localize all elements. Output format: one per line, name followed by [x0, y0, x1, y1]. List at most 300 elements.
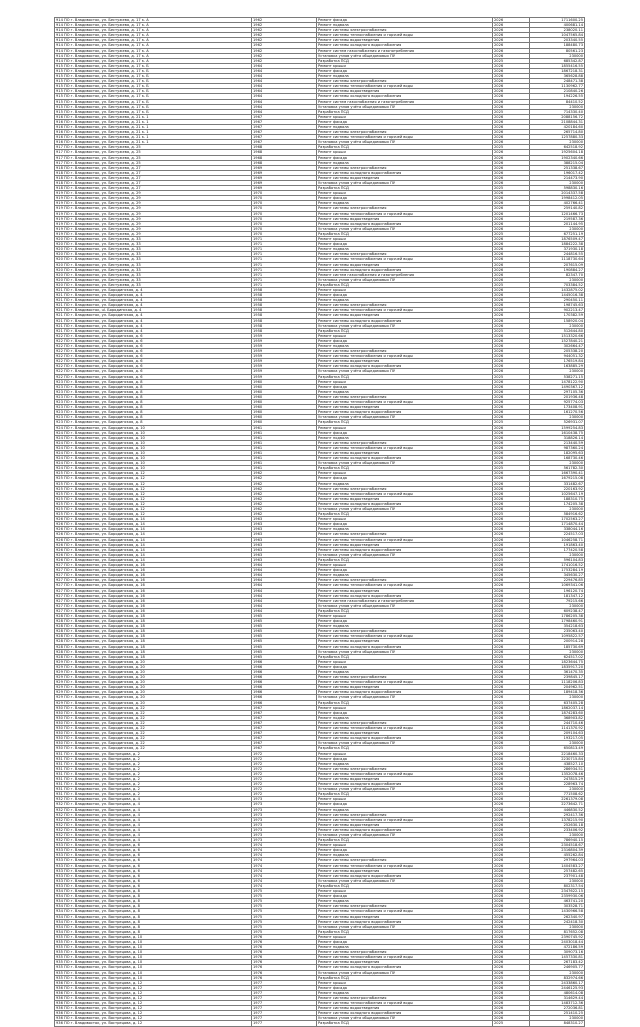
cell-plan-year: 2026 — [493, 450, 530, 455]
cell-work-type: Ремонт системы электроснабжения — [317, 996, 493, 1001]
cell-work-type: Ремонт подвала — [317, 853, 493, 858]
cell-address: 927 ПО г. Владивосток, ул. Бородинская, д. 16 — [55, 588, 252, 593]
cell-work-type: Ремонт системы электроснабжения — [317, 486, 493, 491]
cell-cost: 246905.77 — [530, 965, 585, 970]
cell-cost: 265714.80 — [530, 130, 585, 135]
cell-plan-year: 2026 — [493, 400, 530, 405]
cell-work-type: Установка узлов учёта общедомовых ПУ — [317, 461, 493, 466]
cell-address: 922 ПО г. Владивосток, ул. Бородинская, д. 6 — [55, 374, 252, 379]
cell-cost: 598830.16 — [530, 186, 585, 191]
cell-build-year: 1976 — [252, 950, 317, 955]
cell-work-type: Установка узлов учёта общедомовых ПУ — [317, 833, 493, 838]
cell-work-type: Разработка ПСД — [317, 466, 493, 471]
cell-cost: 314629.44 — [530, 996, 585, 1001]
cell-build-year: 1977 — [252, 1021, 317, 1026]
cell-build-year: 1960 — [252, 394, 317, 399]
cell-cost: 242418.30 — [530, 919, 585, 924]
cell-plan-year: 2026 — [493, 573, 530, 578]
cell-address: 920 ПО г. Владивосток, ул. Бестужева, д. 33 — [55, 277, 252, 282]
cell-plan-year: 2026 — [493, 996, 530, 1001]
cell-work-type: Ремонт системы водоотведения — [317, 542, 493, 547]
cell-work-type: Ремонт системы холодного водоснабжения — [317, 547, 493, 552]
cell-cost: 832974.66 — [530, 975, 585, 980]
cell-cost: 161270.56 — [530, 410, 585, 415]
cell-address: 930 ПО г. Владивосток, ул. Бородинская, д. 22 — [55, 720, 252, 725]
cell-cost: 230000 — [530, 415, 585, 420]
cell-plan-year: 2026 — [493, 685, 530, 690]
cell-cost: 259140.82 — [530, 206, 585, 211]
cell-address: 926 ПО г. Владивосток, ул. Бородинская, д. 14 — [55, 557, 252, 562]
cell-cost: 637405.28 — [530, 700, 585, 705]
cell-cost: 168730.46 — [530, 456, 585, 461]
cell-address: 922 ПО г. Владивосток, ул. Бородинская, д. 6 — [55, 344, 252, 349]
cell-work-type: Ремонт системы водоотведения — [317, 359, 493, 364]
cell-cost: 267183.42 — [530, 960, 585, 965]
cell-plan-year: 2026 — [493, 853, 530, 858]
cell-plan-year: 2026 — [493, 889, 530, 894]
cell-plan-year: 2026 — [493, 873, 530, 878]
cell-address: 933 ПО г. Владивосток, ул. Вострецова, д. 6 — [55, 883, 252, 888]
cell-plan-year: 2026 — [493, 318, 530, 323]
cell-work-type: Ремонт системы электроснабжения — [317, 812, 493, 817]
cell-work-type: Ремонт фасада — [317, 568, 493, 573]
cell-cost: 229476.85 — [530, 578, 585, 583]
cell-build-year: 1970 — [252, 201, 317, 206]
cell-cost: 251410.25 — [530, 1011, 585, 1016]
cell-build-year: 1960 — [252, 420, 317, 425]
cell-cost: 201936.48 — [530, 394, 585, 399]
cell-work-type: Ремонт подвала — [317, 124, 493, 129]
cell-work-type: Ремонт подвала — [317, 160, 493, 165]
cell-build-year: 1962 — [252, 53, 317, 58]
cell-plan-year: 2026 — [493, 690, 530, 695]
cell-address: 920 ПО г. Владивосток, ул. Бестужева, д. 33 — [55, 272, 252, 277]
cell-plan-year: 2026 — [493, 425, 530, 430]
cell-work-type: Ремонт системы электроснабжения — [317, 904, 493, 909]
cell-plan-year: 2026 — [493, 644, 530, 649]
cell-plan-year: 2026 — [493, 960, 530, 965]
cell-address: 927 ПО г. Владивосток, ул. Бородинская, д. 16 — [55, 578, 252, 583]
cell-work-type: Ремонт системы холодного водоснабжения — [317, 919, 493, 924]
cell-build-year: 1974 — [252, 863, 317, 868]
cell-cost: 230000 — [530, 924, 585, 929]
cell-build-year: 1965 — [252, 619, 317, 624]
cell-build-year: 1975 — [252, 914, 317, 919]
cell-address: 933 ПО г. Владивосток, ул. Вострецова, д. 6 — [55, 853, 252, 858]
cell-address: 932 ПО г. Владивосток, ул. Вострецова, д. 4 — [55, 822, 252, 827]
cell-work-type: Ремонт системы электроснабжения — [317, 394, 493, 399]
cell-build-year: 1967 — [252, 119, 317, 124]
cell-build-year: 1976 — [252, 945, 317, 950]
cell-address: 927 ПО г. Владивосток, ул. Бородинская, д. 16 — [55, 568, 252, 573]
cell-cost: 345630.27 — [530, 573, 585, 578]
cell-address: 936 ПО г. Владивосток, ул. Вострецова, д. 12 — [55, 1016, 252, 1021]
cell-address: 920 ПО г. Владивосток, ул. Бестужева, д. 33 — [55, 267, 252, 272]
cell-address: 934 ПО г. Владивосток, ул. Вострецова, д. 8 — [55, 894, 252, 899]
cell-cost: 561782.30 — [530, 466, 585, 471]
cell-address: 914 ПО г. Владивосток, ул. Бестужева, д. 17 к. А — [55, 18, 252, 23]
cell-build-year: 1959 — [252, 374, 317, 379]
cell-address: 931 ПО г. Владивосток, ул. Вострецова, д. 2 — [55, 771, 252, 776]
cell-work-type: Ремонт крыши — [317, 563, 493, 568]
cell-cost: 365628.88 — [530, 74, 585, 79]
cell-cost: 1876509.47 — [530, 237, 585, 242]
cell-cost: 230000 — [530, 53, 585, 58]
cell-build-year: 1971 — [252, 277, 317, 282]
cell-plan-year: 2026 — [493, 507, 530, 512]
cell-cost: 163885.29 — [530, 364, 585, 369]
cell-build-year: 1972 — [252, 751, 317, 756]
cell-plan-year: 2026 — [493, 593, 530, 598]
cell-cost: 1118206.83 — [530, 680, 585, 685]
cell-plan-year: 2026 — [493, 338, 530, 343]
cell-plan-year: 2026 — [493, 1011, 530, 1016]
cell-address: 915 ПО г. Владивосток, ул. Бестужева, д. 17 к. Б — [55, 74, 252, 79]
cell-build-year: 1973 — [252, 802, 317, 807]
cell-work-type: Установка узлов учёта общедомовых ПУ — [317, 104, 493, 109]
cell-cost: 1141370.92 — [530, 726, 585, 731]
cell-build-year: 1977 — [252, 980, 317, 985]
cell-work-type: Ремонт крыши — [317, 425, 493, 430]
cell-plan-year: 2026 — [493, 670, 530, 675]
cell-build-year: 1973 — [252, 838, 317, 843]
cell-work-type: Установка узлов учёта общедомовых ПУ — [317, 695, 493, 700]
cell-address: 924 ПО г. Владивосток, ул. Бородинская, д. 10 — [55, 461, 252, 466]
cell-plan-year: 2026 — [493, 68, 530, 73]
cell-work-type: Ремонт крыши — [317, 934, 493, 939]
cell-work-type: Ремонт системы теплоснабжения и горячей воды — [317, 211, 493, 216]
cell-plan-year: 2026 — [493, 369, 530, 374]
cell-address: 930 ПО г. Владивосток, ул. Бородинская, д. 22 — [55, 741, 252, 746]
cell-cost: 371930.18 — [530, 247, 585, 252]
cell-plan-year: 2026 — [493, 43, 530, 48]
cell-work-type: Ремонт системы водоотведения — [317, 89, 493, 94]
cell-work-type: Разработка ПСД — [317, 838, 493, 843]
cell-work-type: Ремонт системы электроснабжения — [317, 440, 493, 445]
cell-build-year: 1967 — [252, 705, 317, 710]
cell-build-year: 1964 — [252, 109, 317, 114]
cell-address: 922 ПО г. Владивосток, ул. Бородинская, д. 6 — [55, 369, 252, 374]
cell-work-type: Ремонт системы холодного водоснабжения — [317, 410, 493, 415]
cell-work-type: Ремонт системы электроснабжения — [317, 629, 493, 634]
cell-address: 915 ПО г. Владивосток, ул. Бестужева, д. 17 к. Б — [55, 104, 252, 109]
cell-work-type: Ремонт крыши — [317, 659, 493, 664]
cell-cost: 235063.40 — [530, 629, 585, 634]
cell-address: 914 ПО г. Владивосток, ул. Бестужева, д. 17 к. А — [55, 33, 252, 38]
cell-cost: 2261379.08 — [530, 797, 585, 802]
cell-work-type: Ремонт системы холодного водоснабжения — [317, 690, 493, 695]
cell-cost: 1095822.57 — [530, 634, 585, 639]
cell-work-type: Разработка ПСД — [317, 929, 493, 934]
cell-address: 923 ПО г. Владивосток, ул. Бородинская, д. 8 — [55, 405, 252, 410]
cell-work-type: Ремонт системы холодного водоснабжения — [317, 827, 493, 832]
cell-build-year: 1962 — [252, 18, 317, 23]
cell-address: 933 ПО г. Владивосток, ул. Вострецова, д. 6 — [55, 848, 252, 853]
cell-cost: 650813.49 — [530, 746, 585, 751]
cell-plan-year: 2025 — [493, 420, 530, 425]
cell-build-year: 1967 — [252, 130, 317, 135]
cell-plan-year: 2026 — [493, 980, 530, 985]
cell-work-type: Ремонт подвала — [317, 527, 493, 532]
cell-plan-year: 2026 — [493, 1016, 530, 1021]
cell-address: 931 ПО г. Владивосток, ул. Вострецова, д. 2 — [55, 787, 252, 792]
cell-build-year: 1970 — [252, 211, 317, 216]
cell-address: 918 ПО г. Владивосток, ул. Бестужева, д. 27 — [55, 175, 252, 180]
cell-cost: 1257880.33 — [530, 135, 585, 140]
cell-plan-year: 2026 — [493, 379, 530, 384]
cell-plan-year: 2026 — [493, 405, 530, 410]
cell-plan-year: 2026 — [493, 242, 530, 247]
cell-address: 920 ПО г. Владивосток, ул. Бестужева, д. 33 — [55, 242, 252, 247]
cell-build-year: 1962 — [252, 507, 317, 512]
cell-cost: 189418.36 — [530, 690, 585, 695]
cell-address: 926 ПО г. Владивосток, ул. Бородинская, д. 14 — [55, 522, 252, 527]
cell-cost: 230000 — [530, 552, 585, 557]
cell-plan-year: 2026 — [493, 384, 530, 389]
cell-plan-year: 2026 — [493, 965, 530, 970]
cell-work-type: Ремонт системы электроснабжения — [317, 532, 493, 537]
cell-plan-year: 2025 — [493, 883, 530, 888]
cell-address: 923 ПО г. Владивосток, ул. Бородинская, д. 8 — [55, 379, 252, 384]
cell-address: 923 ПО г. Владивосток, ул. Бородинская, д. 8 — [55, 410, 252, 415]
cell-build-year: 1966 — [252, 690, 317, 695]
cell-plan-year: 2025 — [493, 58, 530, 63]
cell-build-year: 1976 — [252, 975, 317, 980]
cell-cost: 297105.36 — [530, 389, 585, 394]
cell-cost: 252630.18 — [530, 822, 585, 827]
cell-address: 933 ПО г. Владивосток, ул. Вострецова, д. 6 — [55, 868, 252, 873]
cell-work-type: Ремонт фасада — [317, 384, 493, 389]
cell-build-year: 1971 — [252, 257, 317, 262]
cell-address: 935 ПО г. Владивосток, ул. Вострецова, д. 10 — [55, 960, 252, 965]
cell-build-year: 1965 — [252, 629, 317, 634]
cell-cost: 1714870.44 — [530, 522, 585, 527]
cell-work-type: Ремонт системы теплоснабжения и горячей воды — [317, 909, 493, 914]
cell-build-year: 1971 — [252, 237, 317, 242]
cell-plan-year: 2026 — [493, 761, 530, 766]
cell-plan-year: 2026 — [493, 843, 530, 848]
works-table-body — [55, 18, 585, 1027]
cell-build-year: 1967 — [252, 135, 317, 140]
cell-work-type: Ремонт системы теплоснабжения и горячей воды — [317, 634, 493, 639]
cell-build-year: 1966 — [252, 664, 317, 669]
cell-work-type: Ремонт фасада — [317, 293, 493, 298]
cell-build-year: 1966 — [252, 685, 317, 690]
cell-plan-year: 2026 — [493, 114, 530, 119]
cell-address: 929 ПО г. Владивосток, ул. Бородинская, д. 20 — [55, 690, 252, 695]
cell-address: 926 ПО г. Владивосток, ул. Бородинская, д. 14 — [55, 517, 252, 522]
cell-plan-year: 2025 — [493, 746, 530, 751]
cell-work-type: Ремонт подвала — [317, 761, 493, 766]
cell-cost: 80561.23 — [530, 48, 585, 53]
cell-address: 922 ПО г. Владивосток, ул. Бородинская, д. 6 — [55, 333, 252, 338]
cell-address: 916 ПО г. Владивосток, ул. Бестужева, д. 21 к. 1 — [55, 130, 252, 135]
cell-plan-year: 2026 — [493, 776, 530, 781]
cell-plan-year: 2026 — [493, 471, 530, 476]
cell-build-year: 1976 — [252, 955, 317, 960]
cell-build-year: 1964 — [252, 563, 317, 568]
cell-cost: 2304518.67 — [530, 843, 585, 848]
cell-cost: 318826.14 — [530, 435, 585, 440]
cell-build-year: 1961 — [252, 440, 317, 445]
cell-build-year: 1963 — [252, 542, 317, 547]
cell-plan-year: 2026 — [493, 858, 530, 863]
cell-address: 914 ПО г. Владивосток, ул. Бестужева, д. 17 к. А — [55, 58, 252, 63]
cell-plan-year: 2026 — [493, 389, 530, 394]
cell-work-type: Установка узлов учёта общедомовых ПУ — [317, 878, 493, 883]
cell-work-type: Ремонт системы теплоснабжения и горячей воды — [317, 1001, 493, 1006]
cell-work-type: Установка узлов учёта общедомовых ПУ — [317, 181, 493, 186]
cell-cost: 455262.84 — [530, 853, 585, 858]
cell-build-year: 1976 — [252, 965, 317, 970]
cell-plan-year: 2026 — [493, 833, 530, 838]
cell-build-year: 1968 — [252, 155, 317, 160]
cell-address: 915 ПО г. Владивосток, ул. Бестужева, д. 17 к. Б — [55, 68, 252, 73]
cell-cost: 188310.75 — [530, 496, 585, 501]
cell-work-type: Установка узлов учёта общедомовых ПУ — [317, 415, 493, 420]
cell-work-type: Ремонт системы водоотведения — [317, 262, 493, 267]
cell-cost: 233406.92 — [530, 827, 585, 832]
cell-cost: 402766.41 — [530, 201, 585, 206]
cell-work-type: Ремонт системы электроснабжения — [317, 766, 493, 771]
cell-address: 936 ПО г. Владивосток, ул. Вострецова, д. 12 — [55, 1021, 252, 1026]
cell-address: 929 ПО г. Владивосток, ул. Бородинская, д. 20 — [55, 685, 252, 690]
cell-plan-year: 2026 — [493, 970, 530, 975]
cell-plan-year: 2026 — [493, 675, 530, 680]
cell-address: 933 ПО г. Владивосток, ул. Вострецова, д. 6 — [55, 843, 252, 848]
cell-cost: 200914.28 — [530, 639, 585, 644]
cell-plan-year: 2026 — [493, 532, 530, 537]
cell-build-year: 1958 — [252, 313, 317, 318]
cell-work-type: Ремонт системы холодного водоснабжения — [317, 501, 493, 506]
cell-plan-year: 2026 — [493, 170, 530, 175]
cell-work-type: Ремонт фасада — [317, 710, 493, 715]
cell-plan-year: 2026 — [493, 48, 530, 53]
cell-cost: 2446125.93 — [530, 985, 585, 990]
cell-build-year: 1961 — [252, 430, 317, 435]
cell-plan-year: 2026 — [493, 237, 530, 242]
cell-cost: 248471.38 — [530, 79, 585, 84]
cell-build-year: 1970 — [252, 226, 317, 231]
cell-build-year: 1967 — [252, 720, 317, 725]
cell-plan-year: 2026 — [493, 211, 530, 216]
cell-work-type: Ремонт фасада — [317, 985, 493, 990]
cell-cost: 526931.07 — [530, 420, 585, 425]
cell-address: 928 ПО г. Владивосток, ул. Бородинская, д. 18 — [55, 624, 252, 629]
cell-address: 920 ПО г. Владивосток, ул. Бестужева, д. 33 — [55, 247, 252, 252]
cell-address: 923 ПО г. Владивосток, ул. Бородинская, д. 8 — [55, 420, 252, 425]
cell-address: 923 ПО г. Владивосток, ул. Бородинская, д. 8 — [55, 415, 252, 420]
cell-plan-year: 2026 — [493, 94, 530, 99]
cell-cost: 1786205.38 — [530, 613, 585, 618]
cell-cost: 1902340.66 — [530, 155, 585, 160]
cell-address: 921 ПО г. Владивосток, ул. Бородинская, д. 4 — [55, 293, 252, 298]
cell-plan-year: 2026 — [493, 1006, 530, 1011]
cell-cost: 1430966.58 — [530, 909, 585, 914]
cell-address: 922 ПО г. Владивосток, ул. Бородинская, д. 6 — [55, 359, 252, 364]
cell-build-year: 1967 — [252, 140, 317, 145]
cell-plan-year: 2026 — [493, 945, 530, 950]
cell-work-type: Ремонт систем газоснабжения и газопотребления — [317, 272, 493, 277]
cell-build-year: 1961 — [252, 435, 317, 440]
cell-build-year: 1962 — [252, 33, 317, 38]
cell-plan-year: 2026 — [493, 333, 530, 338]
cell-build-year: 1962 — [252, 501, 317, 506]
cell-work-type: Ремонт системы теплоснабжения и горячей воды — [317, 863, 493, 868]
cell-address: 914 ПО г. Владивосток, ул. Бестужева, д. 17 к. А — [55, 38, 252, 43]
cell-build-year: 1968 — [252, 160, 317, 165]
cell-address: 927 ПО г. Владивосток, ул. Бородинская, д. 16 — [55, 573, 252, 578]
cell-cost: 1445016.38 — [530, 293, 585, 298]
cell-work-type: Ремонт системы водоотведения — [317, 405, 493, 410]
cell-plan-year: 2026 — [493, 23, 530, 28]
cell-work-type: Установка узлов учёта общедомовых ПУ — [317, 649, 493, 654]
cell-address: 930 ПО г. Владивосток, ул. Бородинская, д. 22 — [55, 715, 252, 720]
cell-build-year: 1969 — [252, 170, 317, 175]
cell-work-type: Ремонт подвала — [317, 435, 493, 440]
cell-address: 935 ПО г. Владивосток, ул. Вострецова, д. 10 — [55, 975, 252, 980]
cell-build-year: 1958 — [252, 323, 317, 328]
cell-work-type: Ремонт системы холодного водоснабжения — [317, 965, 493, 970]
cell-build-year: 1965 — [252, 654, 317, 659]
cell-address: 935 ПО г. Владивосток, ул. Вострецова, д. 10 — [55, 965, 252, 970]
cell-work-type: Ремонт системы водоотведения — [317, 588, 493, 593]
cell-address: 923 ПО г. Владивосток, ул. Бородинская, д. 8 — [55, 384, 252, 389]
cell-address: 928 ПО г. Владивосток, ул. Бородинская, д. 18 — [55, 649, 252, 654]
cell-address: 915 ПО г. Владивосток, ул. Бестужева, д. 17 к. Б — [55, 94, 252, 99]
cell-plan-year: 2026 — [493, 542, 530, 547]
cell-cost: 170382.59 — [530, 313, 585, 318]
cell-plan-year: 2026 — [493, 262, 530, 267]
cell-work-type: Ремонт системы холодного водоснабжения — [317, 364, 493, 369]
cell-plan-year: 2026 — [493, 257, 530, 262]
cell-build-year: 1969 — [252, 181, 317, 186]
cell-address: 931 ПО г. Владивосток, ул. Вострецова, д. 2 — [55, 776, 252, 781]
cell-work-type: Ремонт системы водоотведения — [317, 450, 493, 455]
cell-build-year: 1975 — [252, 929, 317, 934]
cell-cost: 388215.04 — [530, 160, 585, 165]
cell-build-year: 1964 — [252, 608, 317, 613]
cell-work-type: Ремонт подвала — [317, 201, 493, 206]
cell-build-year: 1973 — [252, 822, 317, 827]
cell-work-type: Ремонт системы холодного водоснабжения — [317, 43, 493, 48]
cell-work-type: Установка узлов учёта общедомовых ПУ — [317, 970, 493, 975]
works-table — [54, 17, 585, 1027]
cell-cost: 1702563.27 — [530, 517, 585, 522]
cell-build-year: 1959 — [252, 333, 317, 338]
cell-address: 927 ПО г. Владивосток, ул. Бородинская, д. 16 — [55, 563, 252, 568]
cell-cost: 817652.08 — [530, 929, 585, 934]
cell-build-year: 1959 — [252, 338, 317, 343]
cell-cost: 309073.16 — [530, 950, 585, 955]
cell-cost: 1478122.90 — [530, 379, 585, 384]
cell-address: 931 ПО г. Владивосток, ул. Вострецова, д. 2 — [55, 751, 252, 756]
cell-build-year: 1964 — [252, 593, 317, 598]
cell-build-year: 1965 — [252, 613, 317, 618]
cell-build-year: 1960 — [252, 410, 317, 415]
cell-cost: 207615.09 — [530, 262, 585, 267]
cell-cost: 1753284.19 — [530, 568, 585, 573]
cell-build-year: 1962 — [252, 38, 317, 43]
cell-plan-year: 2026 — [493, 659, 530, 664]
cell-work-type: Установка узлов учёта общедомовых ПУ — [317, 924, 493, 929]
cell-build-year: 1964 — [252, 104, 317, 109]
cell-work-type: Ремонт крыши — [317, 889, 493, 894]
cell-build-year: 1973 — [252, 833, 317, 838]
cell-build-year: 1967 — [252, 741, 317, 746]
cell-address: 931 ПО г. Владивосток, ул. Вострецова, д. 2 — [55, 766, 252, 771]
cell-plan-year: 2025 — [493, 1021, 530, 1026]
